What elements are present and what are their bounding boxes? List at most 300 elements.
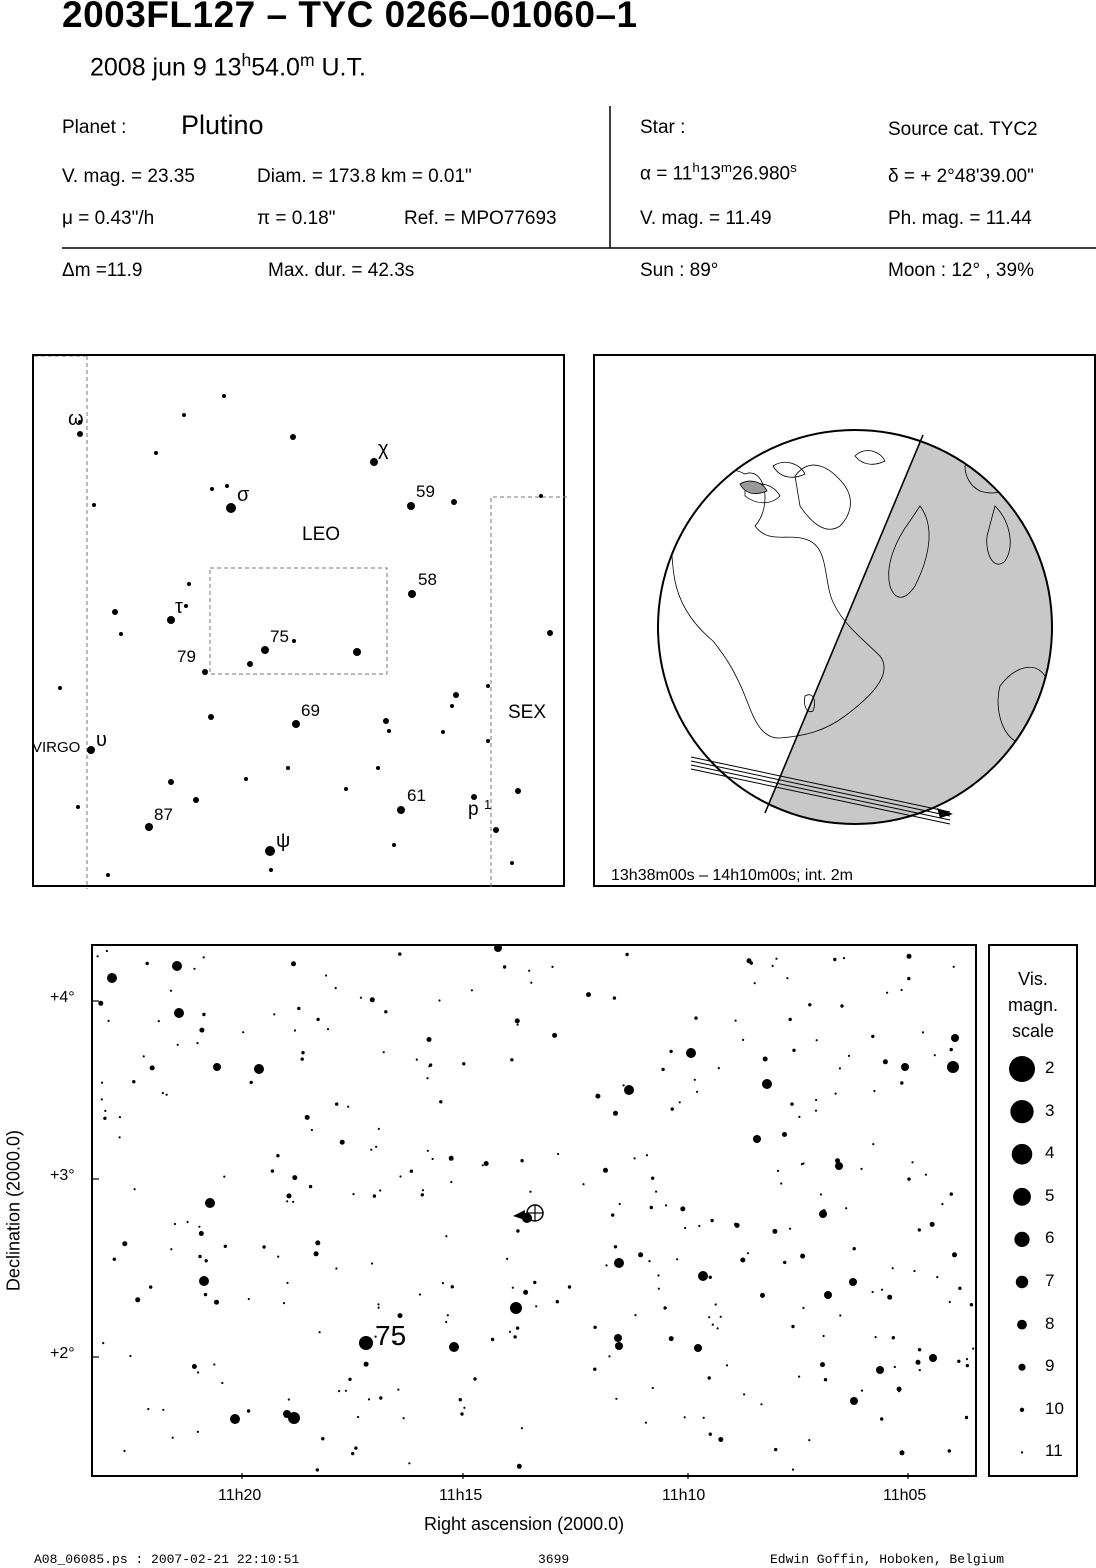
chart-star bbox=[213, 1363, 215, 1365]
chart-star bbox=[277, 1256, 279, 1258]
chart-star bbox=[166, 1094, 168, 1096]
chart-star bbox=[292, 1175, 297, 1180]
chart-star bbox=[655, 1191, 657, 1193]
finder-star bbox=[187, 582, 191, 586]
chart-star bbox=[871, 1035, 874, 1038]
sun-elongation: Sun : 89° bbox=[640, 260, 719, 281]
finder-star bbox=[112, 609, 118, 615]
chart-star bbox=[614, 1245, 617, 1248]
star-label-79: 79 bbox=[177, 647, 196, 666]
chart-star bbox=[613, 996, 616, 999]
chart-star bbox=[119, 1136, 121, 1138]
chart-star bbox=[833, 958, 836, 961]
finder-star bbox=[261, 646, 269, 654]
chart-star bbox=[104, 1110, 106, 1112]
chart-star bbox=[242, 1031, 244, 1033]
chart-star bbox=[709, 1433, 712, 1436]
chart-star bbox=[798, 1116, 800, 1118]
chart-star bbox=[698, 1271, 708, 1281]
star-label-75: 75 bbox=[270, 627, 289, 646]
chart-star bbox=[623, 1084, 625, 1086]
chart-star bbox=[403, 1417, 405, 1419]
chart-star bbox=[760, 1293, 765, 1298]
chart-star bbox=[204, 1293, 207, 1296]
xtick-label: 11h20 bbox=[218, 1487, 262, 1504]
star-ra: $\alpha = 11^h13^m26.980^s$ bbox=[640, 160, 797, 185]
chart-star bbox=[283, 1410, 291, 1418]
planet-reference: Ref. = MPO77693 bbox=[404, 208, 557, 229]
chart-star bbox=[595, 1094, 600, 1099]
chart-star bbox=[230, 1414, 240, 1424]
magnitude-label: 3 bbox=[1045, 1100, 1055, 1120]
chart-star bbox=[650, 1206, 653, 1209]
chart-star bbox=[657, 1274, 659, 1276]
chart-star bbox=[98, 1001, 103, 1006]
chart-star bbox=[273, 1013, 275, 1015]
chart-star bbox=[760, 1403, 762, 1405]
chart-star bbox=[953, 966, 955, 968]
chart-star bbox=[663, 1306, 666, 1309]
chart-star bbox=[676, 1258, 678, 1260]
chart-star bbox=[428, 1065, 430, 1067]
chart-star bbox=[679, 1101, 681, 1103]
star-label-58: 58 bbox=[418, 570, 437, 589]
magnitude-label: 7 bbox=[1045, 1271, 1055, 1290]
star-label-omega: ω bbox=[68, 408, 84, 430]
chart-star bbox=[287, 1193, 292, 1198]
finder-star bbox=[247, 661, 253, 667]
chart-star bbox=[694, 1016, 697, 1019]
chart-star bbox=[614, 1258, 624, 1268]
footer-right: Edwin Goffin, Hoboken, Belgium bbox=[770, 1552, 1005, 1567]
chart-star bbox=[907, 954, 912, 959]
chart-star bbox=[918, 1228, 921, 1231]
star-label-69: 69 bbox=[301, 701, 320, 720]
finder-star bbox=[292, 720, 300, 728]
chart-star bbox=[360, 997, 362, 999]
chart-star bbox=[726, 1364, 728, 1366]
chart-star bbox=[929, 1354, 937, 1362]
chart-star bbox=[510, 1058, 513, 1061]
finder-star bbox=[290, 434, 296, 440]
finder-star bbox=[226, 503, 236, 513]
chart-star bbox=[614, 1334, 622, 1342]
chart-star bbox=[529, 1191, 531, 1193]
chart-star bbox=[447, 1314, 449, 1316]
finder-star bbox=[397, 806, 405, 814]
finder-star bbox=[539, 494, 543, 498]
chart-star bbox=[808, 1439, 810, 1441]
chart-star bbox=[416, 1059, 418, 1061]
chart-star bbox=[965, 1416, 968, 1419]
chart-star bbox=[221, 1382, 223, 1384]
moon-info: Moon : 12° , 39% bbox=[888, 260, 1034, 281]
chart-star bbox=[197, 1371, 199, 1373]
magnitude-dot bbox=[1010, 1100, 1033, 1123]
chart-star bbox=[335, 1102, 338, 1105]
chart-star bbox=[512, 1287, 514, 1289]
chart-star bbox=[419, 1293, 421, 1295]
chart-star bbox=[603, 1168, 608, 1173]
finder-star bbox=[353, 648, 361, 656]
chart-star bbox=[97, 955, 99, 957]
chart-star bbox=[801, 1163, 803, 1165]
chart-star bbox=[283, 1302, 285, 1304]
chart-star bbox=[327, 1028, 329, 1030]
finder-star bbox=[383, 718, 389, 724]
chart-star bbox=[101, 1082, 103, 1084]
chart-star bbox=[523, 1290, 528, 1295]
star-label-59: 59 bbox=[416, 482, 435, 501]
chart-star bbox=[743, 1393, 745, 1395]
chart-star bbox=[698, 1225, 700, 1227]
chart-star bbox=[763, 1057, 768, 1062]
chart-star bbox=[410, 1170, 413, 1173]
chart-star bbox=[347, 1106, 349, 1108]
chart-star bbox=[384, 1010, 387, 1013]
chart-star bbox=[397, 1389, 399, 1391]
chart-star bbox=[651, 1177, 654, 1180]
chart-star bbox=[197, 1431, 199, 1433]
chart-star bbox=[966, 1364, 969, 1367]
chart-star bbox=[432, 1158, 434, 1160]
star-label-psi: ψ bbox=[276, 830, 291, 852]
chart-star bbox=[482, 1164, 484, 1166]
chart-star bbox=[408, 1462, 410, 1464]
chart-star bbox=[556, 1300, 559, 1303]
chart-star bbox=[753, 1135, 761, 1143]
chart-star bbox=[873, 1090, 875, 1092]
ytick-label: +3° bbox=[50, 1167, 75, 1184]
planet-diameter: Diam. = 173.8 km = 0.01" bbox=[257, 166, 472, 187]
chart-star bbox=[192, 1364, 197, 1369]
chart-star bbox=[517, 1024, 519, 1026]
chart-star bbox=[515, 1018, 520, 1023]
finder-chart bbox=[32, 354, 565, 887]
chart-star bbox=[108, 1020, 110, 1022]
chart-star bbox=[509, 1331, 511, 1333]
magnitude-label: 4 bbox=[1045, 1143, 1055, 1163]
magnitude-label: 6 bbox=[1045, 1228, 1055, 1248]
chart-star bbox=[203, 956, 205, 958]
chart-star bbox=[568, 1285, 571, 1288]
star-vmag: V. mag. = 11.49 bbox=[640, 208, 772, 229]
finder-star bbox=[167, 616, 175, 624]
chart-star bbox=[198, 1226, 200, 1228]
chart-star bbox=[710, 1219, 713, 1222]
chart-star bbox=[338, 1390, 340, 1392]
chart-star bbox=[966, 1358, 968, 1360]
star-dec: δ = + 2°48'39.00" bbox=[888, 166, 1034, 187]
chart-star bbox=[605, 1264, 607, 1266]
chart-star bbox=[463, 1407, 465, 1409]
chart-star bbox=[652, 1387, 654, 1389]
chart-star bbox=[107, 973, 117, 983]
chart-star bbox=[301, 1051, 304, 1054]
chart-star bbox=[202, 1013, 205, 1016]
header-lines bbox=[0, 0, 1096, 300]
chart-star bbox=[379, 1189, 381, 1191]
chart-star bbox=[122, 1241, 127, 1246]
finder-star bbox=[193, 797, 199, 803]
path-direction-arrow bbox=[937, 808, 953, 818]
chart-star bbox=[972, 1348, 974, 1350]
chart-star bbox=[286, 1282, 288, 1284]
chart-star bbox=[214, 1300, 219, 1305]
chart-star bbox=[772, 1229, 777, 1234]
xtick-label: 11h05 bbox=[883, 1487, 927, 1504]
finder-star bbox=[119, 632, 123, 636]
star-label-tau: τ bbox=[175, 596, 183, 618]
chart-star bbox=[718, 1067, 720, 1069]
chart-star bbox=[671, 1107, 674, 1110]
axis-ticks bbox=[93, 1001, 908, 1479]
chart-star bbox=[950, 1192, 953, 1195]
chart-star bbox=[735, 1223, 740, 1228]
chart-star bbox=[129, 1355, 131, 1357]
chart-star bbox=[371, 1262, 373, 1264]
constellation-sex: SEX bbox=[508, 702, 547, 723]
chart-star bbox=[162, 1092, 164, 1094]
chart-star bbox=[900, 1450, 905, 1455]
chart-star bbox=[913, 1270, 915, 1272]
finder-star bbox=[168, 779, 174, 785]
event-datetime: 2008 jun 9 13$^h$54.0$^m$ U.T. bbox=[90, 50, 366, 82]
chart-star bbox=[815, 1099, 817, 1101]
chart-star bbox=[438, 999, 440, 1001]
finder-stars bbox=[58, 394, 553, 877]
chart-star bbox=[703, 1417, 705, 1419]
chart-star bbox=[213, 1063, 221, 1071]
chart-star bbox=[717, 1327, 719, 1329]
star-label-sigma: σ bbox=[237, 484, 250, 506]
chart-star bbox=[619, 1203, 621, 1205]
chart-star bbox=[848, 1055, 850, 1057]
star-label-61: 61 bbox=[407, 786, 426, 805]
finder-star bbox=[344, 787, 348, 791]
chart-star bbox=[934, 1054, 936, 1056]
chart-star bbox=[187, 1221, 189, 1223]
chart-star bbox=[709, 1276, 712, 1279]
chart-star bbox=[872, 1291, 874, 1293]
chart-star bbox=[205, 1259, 208, 1262]
chart-star bbox=[762, 1079, 772, 1089]
finder-star bbox=[182, 413, 186, 417]
finder-star bbox=[87, 746, 95, 754]
chart-star bbox=[684, 1416, 686, 1418]
chart-star bbox=[445, 1321, 447, 1323]
finder-star bbox=[154, 451, 158, 455]
chart-star bbox=[686, 1048, 696, 1058]
chart-star bbox=[582, 1183, 584, 1185]
finder-star bbox=[269, 868, 273, 872]
chart-star bbox=[357, 1416, 359, 1418]
x-axis-label: Right ascension (2000.0) bbox=[424, 1514, 625, 1534]
chart-star bbox=[510, 1302, 522, 1314]
chart-star bbox=[421, 1193, 424, 1196]
chart-star bbox=[535, 1305, 537, 1307]
chart-star bbox=[789, 1228, 791, 1230]
magnitude-label: 10 bbox=[1045, 1398, 1064, 1418]
planet-label: Planet : bbox=[62, 117, 127, 138]
chart-star bbox=[170, 990, 172, 992]
chart-star bbox=[800, 1254, 805, 1259]
chart-star bbox=[370, 1149, 372, 1151]
chart-star bbox=[740, 1258, 745, 1263]
star-label-p: p bbox=[468, 799, 479, 820]
chart-star bbox=[611, 1213, 614, 1216]
chart-star bbox=[224, 1245, 227, 1248]
chart-star bbox=[694, 1079, 696, 1081]
chart-star bbox=[494, 946, 502, 952]
chart-star bbox=[952, 1252, 957, 1257]
chart-star bbox=[708, 1376, 711, 1379]
chart-star bbox=[276, 1154, 279, 1157]
chart-star bbox=[791, 1325, 794, 1328]
magnitude-label: 9 bbox=[1045, 1356, 1055, 1376]
chart-star bbox=[646, 1154, 648, 1156]
chart-star-label-75: 75 bbox=[375, 1320, 407, 1351]
chart-star bbox=[199, 1276, 209, 1286]
chart-star bbox=[557, 1153, 559, 1155]
finder-star bbox=[265, 846, 275, 856]
chart-star bbox=[520, 1159, 523, 1162]
chart-star bbox=[205, 1198, 215, 1208]
magnitude-dot bbox=[1020, 1408, 1024, 1412]
chart-star bbox=[875, 1336, 877, 1338]
chart-star bbox=[661, 1068, 664, 1071]
chart-star bbox=[297, 1007, 300, 1010]
finder-star bbox=[376, 766, 380, 770]
magnitude-scale bbox=[988, 944, 1078, 1477]
chart-star bbox=[291, 961, 296, 966]
globe-caption: 13h38m00s – 14h10m00s; int. 2m bbox=[611, 867, 853, 884]
finder-star bbox=[387, 729, 391, 733]
chart-star bbox=[907, 1177, 910, 1180]
chart-star bbox=[119, 1116, 121, 1118]
chart-star bbox=[782, 1132, 787, 1137]
chart-star bbox=[199, 1231, 204, 1236]
chart-star bbox=[835, 1093, 837, 1095]
chart-star bbox=[775, 958, 777, 960]
chart-star bbox=[922, 1031, 924, 1033]
chart-star bbox=[839, 1067, 841, 1069]
chart-star bbox=[815, 1110, 817, 1112]
chart-star bbox=[292, 1201, 294, 1203]
chart-star bbox=[948, 1449, 951, 1452]
constellation-leo: LEO bbox=[302, 524, 341, 545]
chart-star bbox=[916, 1360, 921, 1365]
chart-star bbox=[911, 1161, 913, 1163]
chart-star bbox=[845, 1207, 847, 1209]
chart-star bbox=[735, 1020, 737, 1022]
ytick-label: +4° bbox=[50, 989, 75, 1006]
chart-star bbox=[368, 1398, 370, 1400]
chart-star bbox=[835, 1158, 840, 1163]
chart-star bbox=[223, 1176, 225, 1178]
chart-star bbox=[462, 1062, 465, 1065]
chart-star bbox=[143, 1055, 145, 1057]
chart-star bbox=[835, 1162, 843, 1170]
finder-star bbox=[547, 630, 553, 636]
chart-star bbox=[860, 1168, 862, 1170]
chart-star bbox=[850, 1397, 858, 1405]
chart-star bbox=[820, 1193, 822, 1195]
chart-star bbox=[669, 1336, 674, 1341]
chart-star bbox=[880, 1417, 883, 1420]
chart-star bbox=[533, 1281, 536, 1284]
chart-star bbox=[101, 1098, 103, 1100]
chart-star bbox=[808, 1003, 811, 1006]
chart-star bbox=[586, 992, 591, 997]
chart-star bbox=[861, 1390, 863, 1392]
finder-star bbox=[515, 788, 521, 794]
chart-star bbox=[876, 1366, 884, 1374]
chart-star bbox=[792, 1049, 795, 1052]
magnitude-scale-title: Vis. magn. scale bbox=[1007, 969, 1059, 1041]
chart-star bbox=[665, 1204, 667, 1206]
chart-star bbox=[335, 1267, 337, 1269]
chart-star bbox=[886, 992, 888, 994]
chart-star bbox=[248, 1298, 250, 1300]
chart-star bbox=[449, 1342, 459, 1352]
planet-motion: μ = 0.43"/h bbox=[62, 208, 155, 229]
chart-star bbox=[789, 1018, 792, 1021]
chart-star bbox=[892, 1336, 895, 1339]
chart-star bbox=[449, 1156, 454, 1161]
chart-star bbox=[608, 1355, 610, 1357]
finder-star bbox=[222, 394, 226, 398]
chart-star bbox=[373, 1194, 376, 1197]
chart-star bbox=[426, 1077, 428, 1079]
chart-star bbox=[823, 1335, 825, 1337]
chart-star bbox=[849, 1278, 857, 1286]
chart-star bbox=[102, 1342, 104, 1344]
chart-star bbox=[951, 1034, 959, 1042]
chart-star bbox=[335, 987, 337, 989]
chart-star bbox=[516, 1326, 519, 1329]
magnitude-label: 2 bbox=[1045, 1058, 1055, 1077]
chart-star bbox=[708, 1316, 710, 1318]
planet-name: Plutino bbox=[181, 110, 264, 140]
finder-star bbox=[244, 777, 248, 781]
magnitude-dot bbox=[1021, 1451, 1023, 1453]
finder-star bbox=[441, 730, 445, 734]
y-axis-label: Declination (2000.0) bbox=[3, 1129, 24, 1292]
chart-star bbox=[936, 1276, 938, 1278]
chart-star bbox=[471, 989, 473, 991]
chart-star bbox=[919, 1369, 921, 1371]
chart-star bbox=[824, 1291, 832, 1299]
chart-star bbox=[491, 1338, 494, 1341]
chart-star bbox=[853, 1247, 856, 1250]
chart-star bbox=[311, 1129, 313, 1131]
magnitude-label: 11 bbox=[1045, 1441, 1063, 1461]
chart-star bbox=[941, 1203, 943, 1205]
chart-star bbox=[894, 1366, 896, 1368]
footer-center: 3699 bbox=[538, 1552, 570, 1567]
chart-star bbox=[521, 1427, 523, 1429]
chart-star bbox=[286, 1200, 288, 1202]
chart-star bbox=[947, 1061, 959, 1073]
chart-star bbox=[150, 1065, 155, 1070]
chart-star bbox=[772, 965, 774, 967]
chart-star bbox=[658, 1288, 660, 1290]
chart-star bbox=[624, 1085, 634, 1095]
chart-star bbox=[593, 1368, 596, 1371]
chart-star bbox=[445, 1235, 447, 1237]
finder-star bbox=[292, 639, 296, 643]
